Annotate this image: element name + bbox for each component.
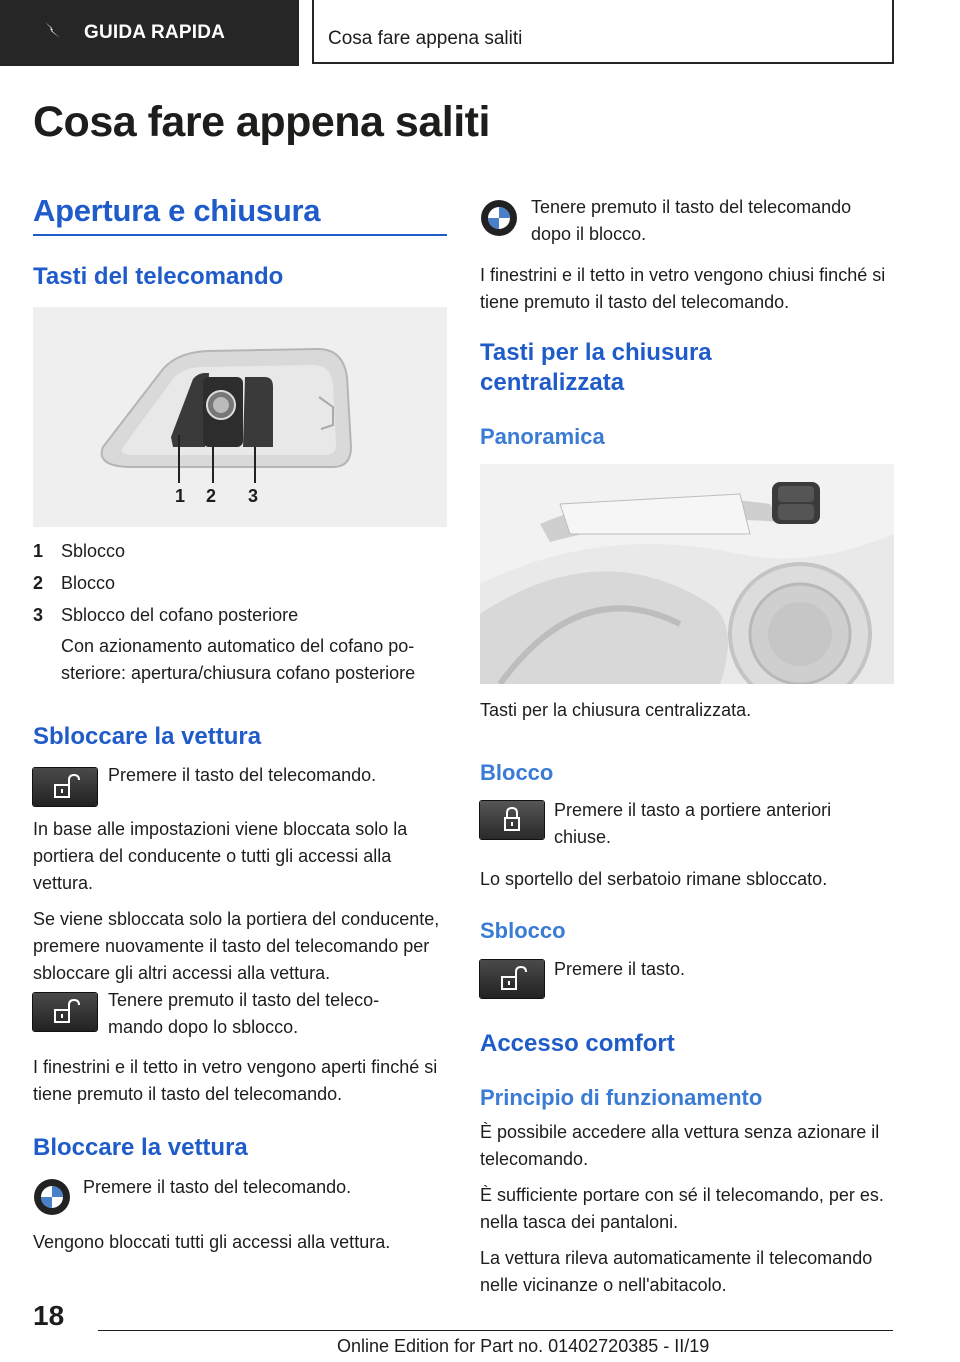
hold-lock-text-1: Tenere premuto il tasto del telecomando (531, 197, 852, 217)
unlock-paragraphs (33, 816, 447, 996)
list-num-3: 3 (33, 605, 44, 625)
subheading-principle: Principio di funzionamento (480, 1085, 763, 1110)
unlock-press-text-right: Premere il tasto. (554, 959, 686, 979)
subheading-central-locking-1: Tasti per la chiusura (480, 339, 712, 366)
bmw-logo-icon-right (480, 199, 518, 237)
edition-text: Online Edition for Part no. 01402720385 - II/19 (337, 1336, 710, 1356)
hold-lock-text-2: dopo il blocco. (531, 224, 647, 244)
unlock-press-text: Premere il tasto del telecomando. (108, 765, 377, 785)
subheading-overview: Panoramica (480, 424, 605, 449)
image-label-1: 1 (175, 486, 186, 506)
list-item-trunk: Sblocco del cofano posteriore (61, 605, 299, 625)
image-label-3: 3 (248, 486, 259, 506)
unlock-button-icon (33, 768, 97, 806)
unlock-paragraph-3: I finestrini e il tetto in vetro vengono aperti finché si tiene premuto il tasto del telecomando. (33, 1057, 438, 1104)
section-heading-open-close: Apertura e chiusura (33, 193, 321, 228)
list-num-1: 1 (33, 541, 44, 561)
list-item-trunk-note-2: steriore: apertura/chiusura cofano posteriore (61, 663, 416, 683)
footer-rule (98, 1330, 893, 1331)
lock-press-text: Premere il tasto del telecomando. (83, 1177, 352, 1197)
list-item-trunk-note-1: Con azionamento automatico del cofano po- (61, 636, 415, 656)
fuel-flap-paragraph: Lo sportello del serbatoio rimane sbloccato. (480, 869, 828, 889)
subheading-unlock: Sblocco (480, 918, 566, 943)
lock-button-icon (480, 801, 544, 839)
unlock-hold-text-1: Tenere premuto il tasto del teleco- (108, 990, 380, 1010)
subheading-comfort-access: Accesso comfort (480, 1030, 675, 1057)
page-number: 18 (33, 1300, 65, 1331)
unlock-button-icon-right (480, 960, 544, 998)
subheading-remote-keys: Tasti del telecomando (33, 263, 284, 290)
unlock-hold-text-2: mando dopo lo sblocco. (108, 1017, 299, 1037)
windows-close-paragraph: I finestrini e il tetto in vetro vengono chiusi finché si tiene premuto il tasto del telecomando. (480, 265, 886, 312)
subheading-lock-car: Bloccare la vettura (33, 1134, 248, 1161)
list-item-unlock: Sblocco (61, 541, 126, 561)
subheading-central-locking-2: centralizzata (480, 369, 625, 396)
subheading-unlock-car: Sbloccare la vettura (33, 723, 262, 750)
remote-key-image (33, 307, 447, 527)
principle-paragraphs (480, 1119, 898, 1308)
image-label-2: 2 (206, 486, 217, 506)
header-tab (0, 0, 299, 66)
unlock-hold-button-icon (33, 993, 97, 1031)
header-tab-label: GUIDA RAPIDA (84, 22, 226, 43)
lock-press-text-1: Premere il tasto a portiere anteriori (554, 800, 832, 820)
lock-press-text-2: chiuse. (554, 827, 612, 847)
list-num-2: 2 (33, 573, 44, 593)
unlock-paragraph-1: In base alle impostazioni viene bloccata solo la portiera del conducente o tutti gli accessi alla vettura. (33, 819, 408, 893)
image-caption: Tasti per la chiusura centralizzata. (480, 700, 752, 720)
principle-paragraph-1: È possibile accedere alla vettura senza azionare il telecomando. (480, 1122, 880, 1169)
header-section-title: Cosa fare appena saliti (312, 0, 894, 64)
door-panel-image (480, 464, 894, 684)
principle-paragraph-2: È sufficiente portare con sé il telecomando, per es. nella tasca dei pantaloni. (480, 1185, 884, 1232)
flash-star-icon (42, 19, 66, 47)
list-item-lock: Blocco (61, 573, 116, 593)
bmw-logo-icon (33, 1178, 71, 1216)
subheading-lock: Blocco (480, 760, 554, 785)
unlock-paragraph-2: Se viene sbloccata solo la portiera del conducente, premere nuovamente il tasto del telecomando per sbloccare gli altri accessi alla vettura. (33, 909, 440, 983)
section-rule (33, 234, 447, 236)
page-title: Cosa fare appena saliti (33, 98, 490, 146)
lock-paragraph-1: Vengono bloccati tutti gli accessi alla vettura. (33, 1232, 391, 1252)
principle-paragraph-3: La vettura rileva automaticamente il telecomando nelle vicinanze o nell'abitacolo. (480, 1248, 873, 1295)
